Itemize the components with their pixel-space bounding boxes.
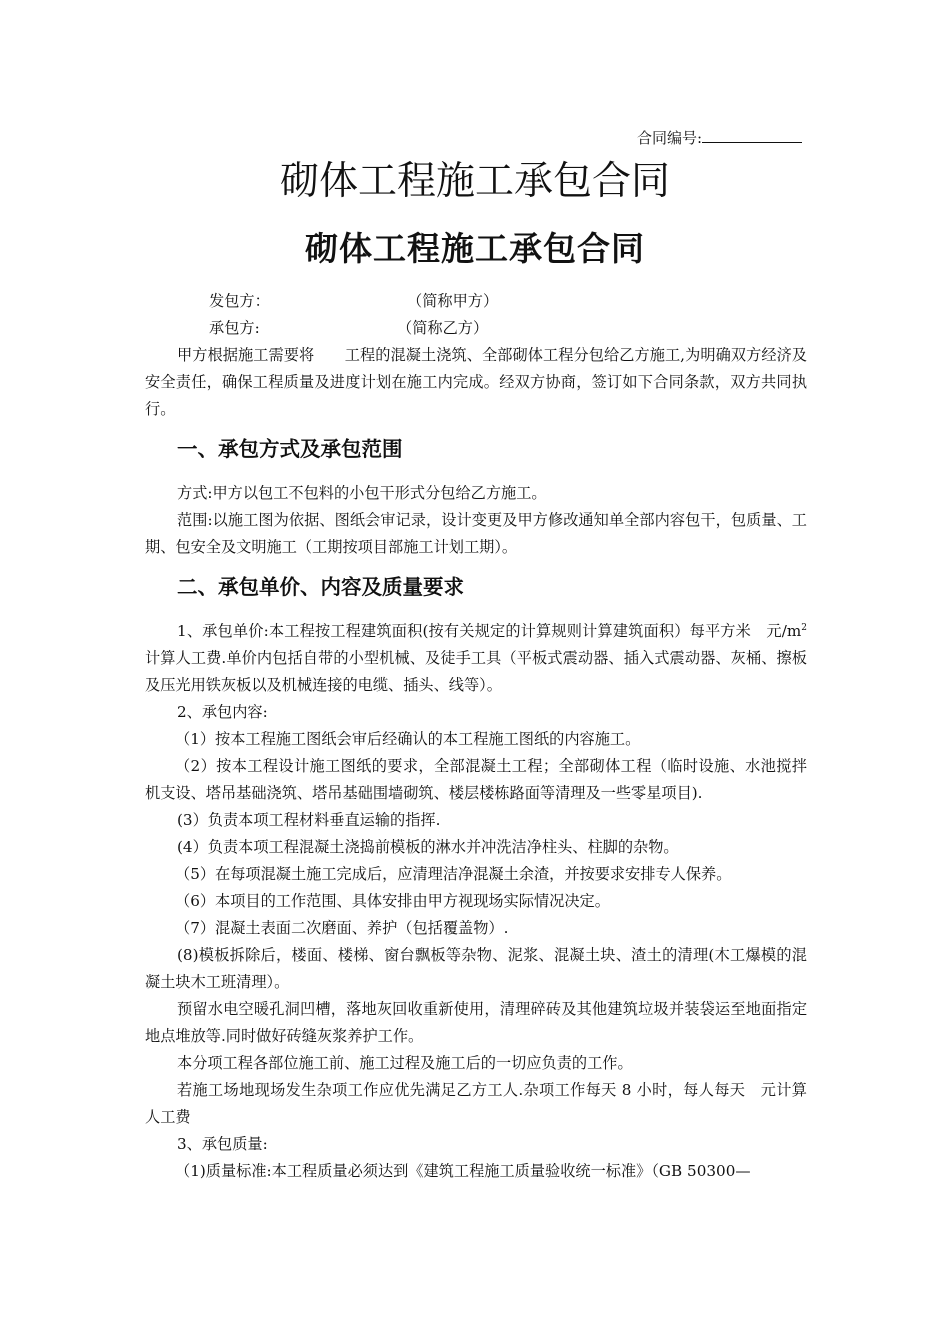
price-paragraph (145, 618, 807, 699)
employer-label: 发包方： (209, 292, 270, 310)
employer-note: （简称甲方） (407, 292, 499, 310)
price-text-b: 计算人工费.单价内包括自带的小型机械、及徒手工具（平板式震动器、插入式震动器、灰桶、擦板及压光用铁灰板以及机械连接的电缆、插头、线等）。 (145, 649, 807, 694)
section1-mode: 方式:甲方以包工不包料的小包干形式分包给乙方施工。 (177, 484, 547, 502)
content-item: （7）混凝土表面二次磨面、养护（包括覆盖物）. (175, 919, 509, 937)
content-heading: 2、承包内容: (177, 703, 268, 721)
contract-number-blank (702, 128, 802, 143)
price-superscript: 2 (801, 622, 807, 633)
quality-heading: 3、承包质量: (177, 1135, 268, 1153)
content-item: (8)模板拆除后，楼面、楼梯、窗台飘板等杂物、泥浆、混凝土块、渣土的清理(木工爆模的混凝土块木工班清理）。 (145, 946, 807, 991)
section1-scope: 范围:以施工图为依据、图纸会审记录，设计变更及甲方修改通知单全部内容包干，包质量、工期、包安全及文明施工（工期按项目部施工计划工期）。 (145, 511, 807, 556)
contract-body (145, 288, 807, 1185)
contract-number-label: 合同编号: (636, 129, 702, 147)
content-item: (3）负责本项工程材料垂直运输的指挥. (177, 811, 441, 829)
section2-heading: 二、承包单价、内容及质量要求 (177, 575, 464, 599)
employer-line (145, 288, 807, 315)
contractor-note: （简称乙方） (397, 319, 489, 337)
price-text-a: 1、承包单价:本工程按工程建筑面积(按有关规定的计算规则计算建筑面积）每平方米 元/m (177, 622, 802, 640)
content-item: （5）在每项混凝土施工完成后，应清理洁净混凝土余渣，并按要求安排专人保养。 (175, 865, 732, 883)
contractor-label: 承包方: (209, 319, 260, 337)
content-item: （1）按本工程施工图纸会审后经确认的本工程施工图纸的内容施工。 (175, 730, 641, 748)
section1-heading: 一、承包方式及承包范围 (177, 437, 403, 461)
content-item: （6）本项目的工作范围、具体安排由甲方视现场实际情况决定。 (175, 892, 610, 910)
content-item: 若施工场地现场发生杂项工作应优先满足乙方工人.杂项工作每天 8 小时，每人每天 元计算人工费 (145, 1081, 807, 1126)
quality-standard: （1)质量标准:本工程质量必须达到《建筑工程施工质量验收统一标准》（GB 50300— (175, 1162, 751, 1180)
content-item: （2）按本工程设计施工图纸的要求，全部混凝土工程；全部砌体工程（临时设施、水池搅拌机支设、塔吊基础浇筑、塔吊基础围墙砌筑、楼层楼栋路面等清理及一些零星项目). (145, 757, 807, 802)
page-subtitle: 砌体工程施工承包合同 (305, 229, 645, 268)
intro-paragraph: 甲方根据施工需要将 工程的混凝土浇筑、全部砌体工程分包给乙方施工,为明确双方经济及安全责任，确保工程质量及进度计划在施工内完成。经双方协商，签订如下合同条款，双方共同执行。 (145, 346, 807, 418)
content-item: 预留水电空暖孔洞凹槽，落地灰回收重新使用，清理碎砖及其他建筑垃圾并装袋运至地面指定地点堆放等.同时做好砖缝灰浆养护工作。 (145, 1000, 807, 1045)
contract-number (637, 127, 802, 148)
content-item: (4）负责本项工程混凝土浇捣前模板的淋水并冲洗洁净柱头、柱脚的杂物。 (177, 838, 679, 856)
contractor-line (145, 315, 807, 342)
page-title: 砌体工程施工承包合同 (279, 159, 670, 204)
content-item: 本分项工程各部位施工前、施工过程及施工后的一切应负责的工作。 (177, 1054, 633, 1072)
